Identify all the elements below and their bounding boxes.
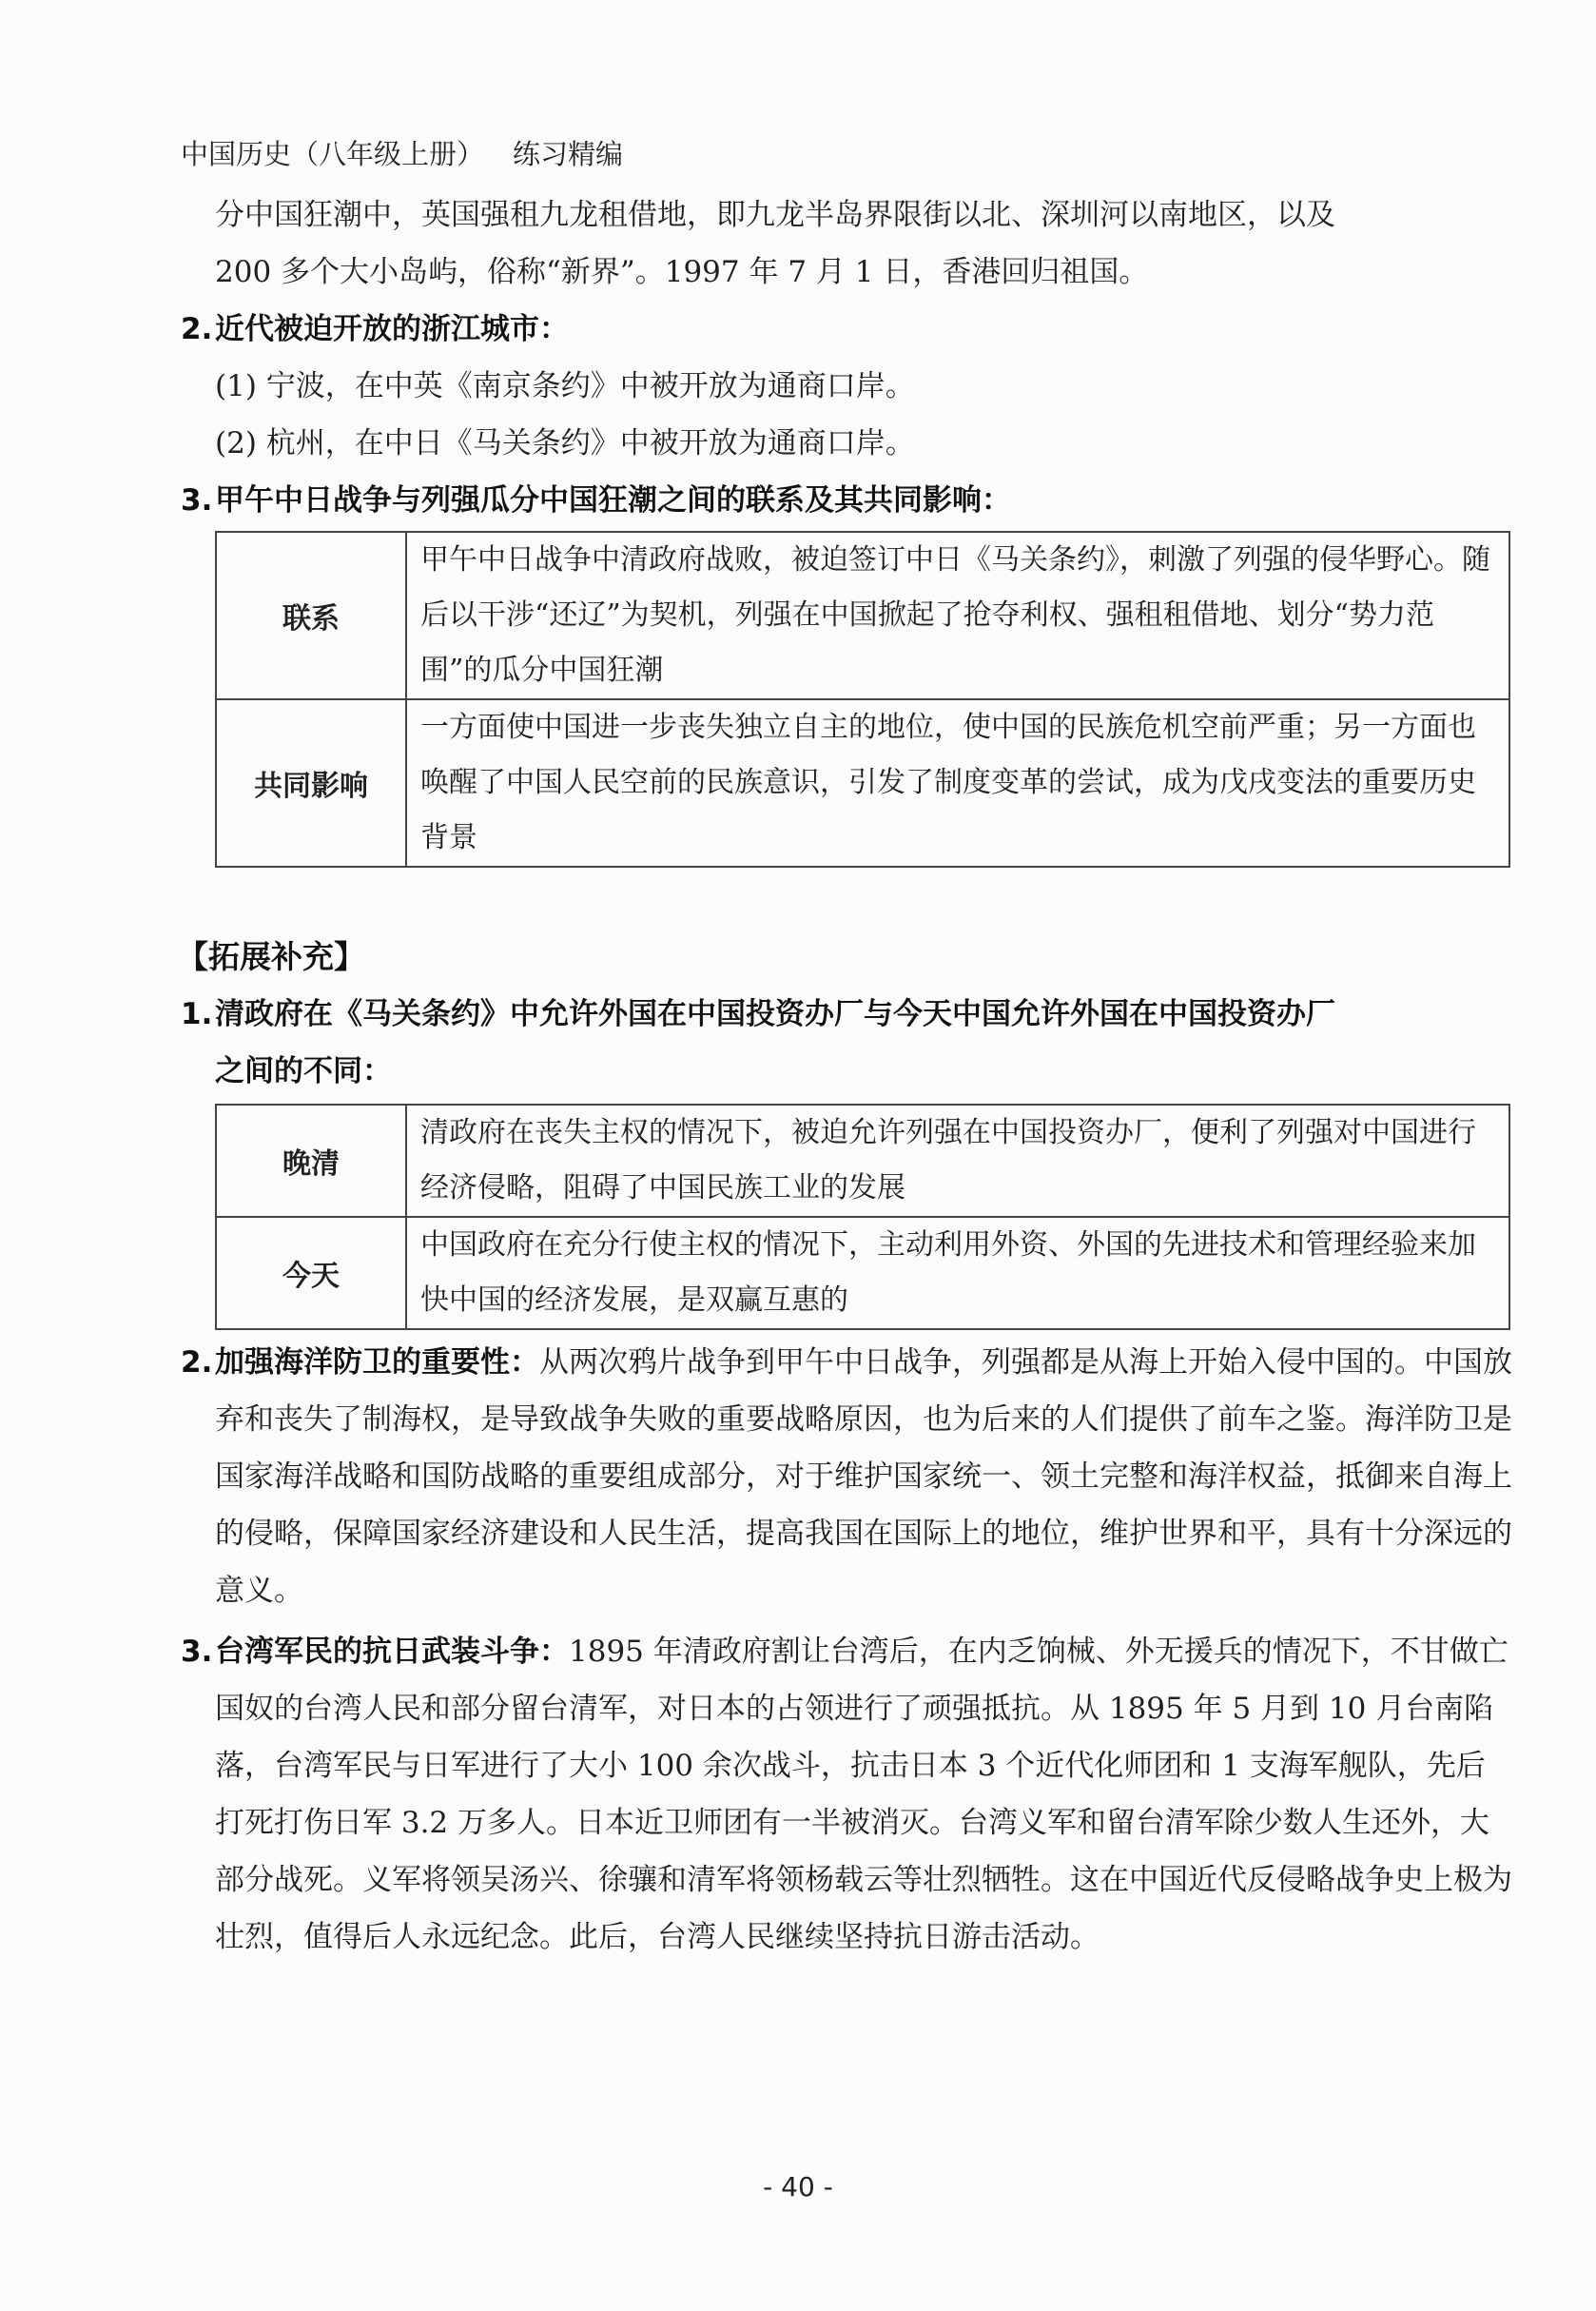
table-row bbox=[216, 1105, 1509, 1217]
expand-2-text: 从两次鸦片战争到甲午中日战争，列强都是从海上开始入侵中国的。中国放弃和丧失了制海权，是导致战争失败的重要战略原因，也为后来的人们提供了前车之鉴。海洋防卫是国家海洋战略和国防战略的重要组成部分，对于维护国家统一、领土完整和海洋权益，抵御来自海上的侵略，保障国家经济建设和人民生活，提高我国在国际上的地位，维护世界和平，具有十分深远的意义。 bbox=[215, 1345, 1512, 1608]
row-label: 晚清 bbox=[216, 1105, 406, 1217]
intro-paragraph bbox=[215, 186, 1480, 301]
running-header bbox=[181, 133, 623, 172]
intro-line-2: 200 多个大小岛屿，俗称“新界”。1997 年 7 月 1 日，香港回归祖国。 bbox=[215, 255, 1149, 289]
comparison-table bbox=[215, 1104, 1510, 1330]
page-number: - 40 - bbox=[763, 2171, 833, 2203]
table-row bbox=[216, 699, 1509, 867]
book-title: 中国历史（八年级上册） bbox=[181, 138, 485, 170]
book-subtitle: 练习精编 bbox=[513, 138, 624, 170]
relation-table bbox=[215, 531, 1510, 868]
expand-1-heading: 1.清政府在《马关条约》中允许外国在中国投资办厂与今天中国允许外国在中国投资办厂 之间的不同： bbox=[181, 997, 1335, 1088]
row-content: 一方面使中国进一步丧失独立自主的地位，使中国的民族危机空前严重；另一方面也唤醒了中国人民空前的民族意识，引发了制度变革的尝试，成为戊戌变法的重要历史背景 bbox=[406, 699, 1509, 867]
row-label: 共同影响 bbox=[216, 699, 406, 867]
row-label: 联系 bbox=[216, 532, 406, 699]
row-content: 甲午中日战争中清政府战败，被迫签订中日《马关条约》，刺激了列强的侵华野心。随后以干涉“还辽”为契机，列强在中国掀起了抢夺利权、强租租借地、划分“势力范围”的瓜分中国狂潮 bbox=[406, 532, 1509, 699]
table-row bbox=[216, 1217, 1509, 1329]
section-2-heading: 2.近代被迫开放的浙江城市： bbox=[181, 312, 569, 346]
table-row bbox=[216, 532, 1509, 699]
expand-3-heading: 台湾军民的抗日武装斗争： bbox=[215, 1635, 569, 1669]
row-content: 中国政府在充分行使主权的情况下，主动利用外资、外国的先进技术和管理经验来加快中国的经济发展，是双赢互惠的 bbox=[406, 1217, 1509, 1329]
expand-3-paragraph: 3.台湾军民的抗日武装斗争：1895 年清政府割让台湾后，在内乏饷械、外无援兵的情况下，不甘做亡国奴的台湾人民和部分留台清军，对日本的占领进行了顽强抵抗。从 1895 年 5 月到 10 月台南陷落，台湾军民与日军进行了大小 100 余次战斗，抗击日本 3 个近代化师团和 1 支海军舰队，先后打死打伤日军 3.2 万多人。日本近卫师团有一半被消灭。台湾义军和留台清军除少数人生还外，大部分战死。义军将领吴汤兴、徐骧和清军将领杨载云等壮烈牺牲。这在中国近代反侵略战争史上极为壮烈，值得后人永远纪念。此后，台湾人民继续坚持抗日游击活动。 bbox=[181, 1635, 1512, 1954]
list-item: (1) 宁波，在中英《南京条约》中被开放为通商口岸。 bbox=[215, 369, 915, 403]
expand-section-title: 【拓展补充】 bbox=[177, 938, 365, 975]
intro-line-1: 分中国狂潮中，英国强租九龙租借地，即九龙半岛界限街以北、深圳河以南地区，以及 bbox=[215, 198, 1335, 232]
expand-2-heading: 加强海洋防卫的重要性： bbox=[215, 1345, 539, 1380]
row-content: 清政府在丧失主权的情况下，被迫允许列强在中国投资办厂，便利了列强对中国进行经济侵略，阻碍了中国民族工业的发展 bbox=[406, 1105, 1509, 1217]
expand-3-text: 1895 年清政府割让台湾后，在内乏饷械、外无援兵的情况下，不甘做亡国奴的台湾人民和部分留台清军，对日本的占领进行了顽强抵抗。从 1895 年 5 月到 10 月台南陷落，台湾军民与日军进行了大小 100 余次战斗，抗击日本 3 个近代化师团和 1 支海军舰队，先后打死打伤日军 3.2 万多人。日本近卫师团有一半被消灭。台湾义军和留台清军除少数人生还外，大部分战死。义军将领吴汤兴、徐骧和清军将领杨载云等壮烈牺牲。这在中国近代反侵略战争史上极为壮烈，值得后人永远纪念。此后，台湾人民继续坚持抗日游击活动。 bbox=[215, 1635, 1512, 1954]
list-item: (2) 杭州，在中日《马关条约》中被开放为通商口岸。 bbox=[215, 426, 915, 460]
section-2-list bbox=[215, 358, 915, 472]
expand-2-paragraph: 2.加强海洋防卫的重要性：从两次鸦片战争到甲午中日战争，列强都是从海上开始入侵中国的。中国放弃和丧失了制海权，是导致战争失败的重要战略原因，也为后来的人们提供了前车之鉴。海洋防卫是国家海洋战略和国防战略的重要组成部分，对于维护国家统一、领土完整和海洋权益，抵御来自海上的侵略，保障国家经济建设和人民生活，提高我国在国际上的地位，维护世界和平，具有十分深远的意义。 bbox=[181, 1345, 1512, 1608]
row-label: 今天 bbox=[216, 1217, 406, 1329]
section-3-heading: 3.甲午中日战争与列强瓜分中国狂潮之间的联系及其共同影响： bbox=[181, 483, 1011, 518]
